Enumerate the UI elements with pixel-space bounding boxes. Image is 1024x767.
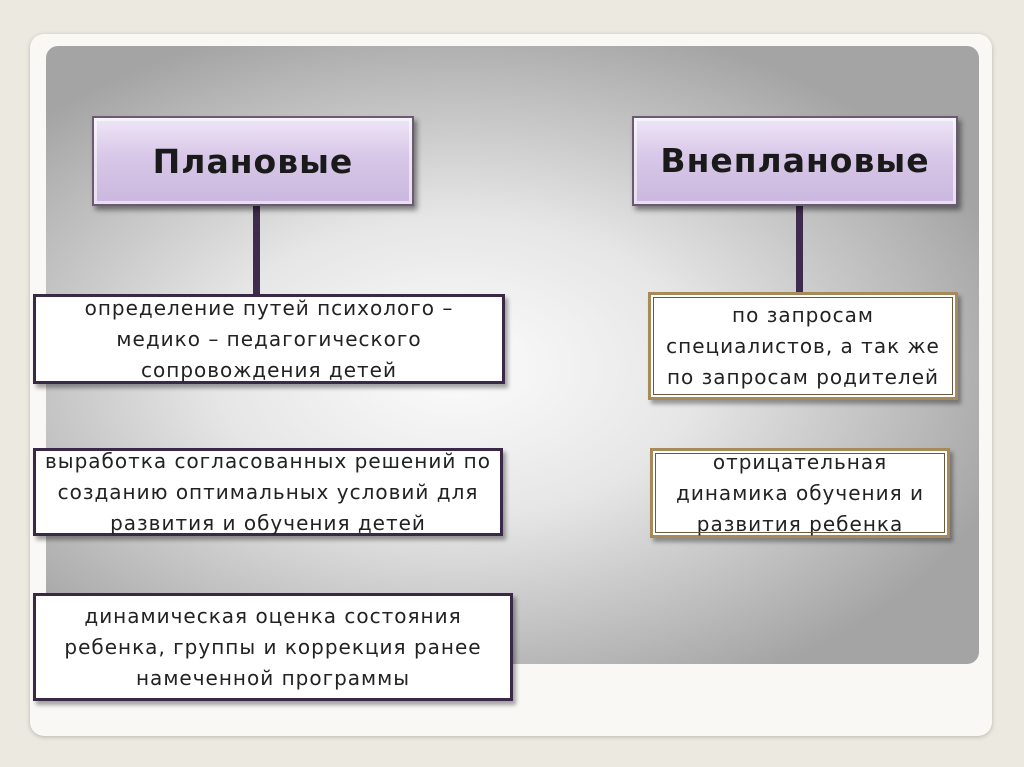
planned-item-1-text: определение путей психолого – медико – педагогического сопровождения детей [84, 295, 454, 382]
header-unplanned-label: Внеплановые [660, 141, 930, 180]
planned-item-1 [33, 294, 505, 384]
planned-item-3 [33, 593, 513, 701]
unplanned-item-2-text: отрицательная динамика обучения и развития ребенка [676, 449, 924, 536]
header-planned [92, 116, 414, 206]
planned-item-2 [33, 448, 503, 536]
planned-item-2-text: выработка согласованных решений по созданию оптимальных условий для развития и обучения детей [45, 448, 491, 535]
left-connector [253, 206, 260, 298]
unplanned-item-2 [650, 448, 950, 538]
unplanned-item-1 [648, 292, 958, 400]
header-planned-label: Плановые [152, 141, 354, 181]
planned-item-3-text: динамическая оценка состояния ребенка, группы и коррекция ранее намеченной программы [64, 603, 482, 690]
header-unplanned [632, 116, 958, 206]
unplanned-item-1-text: по запросам специалистов, а так же по запросам родителей [666, 302, 940, 389]
right-connector [796, 206, 803, 296]
